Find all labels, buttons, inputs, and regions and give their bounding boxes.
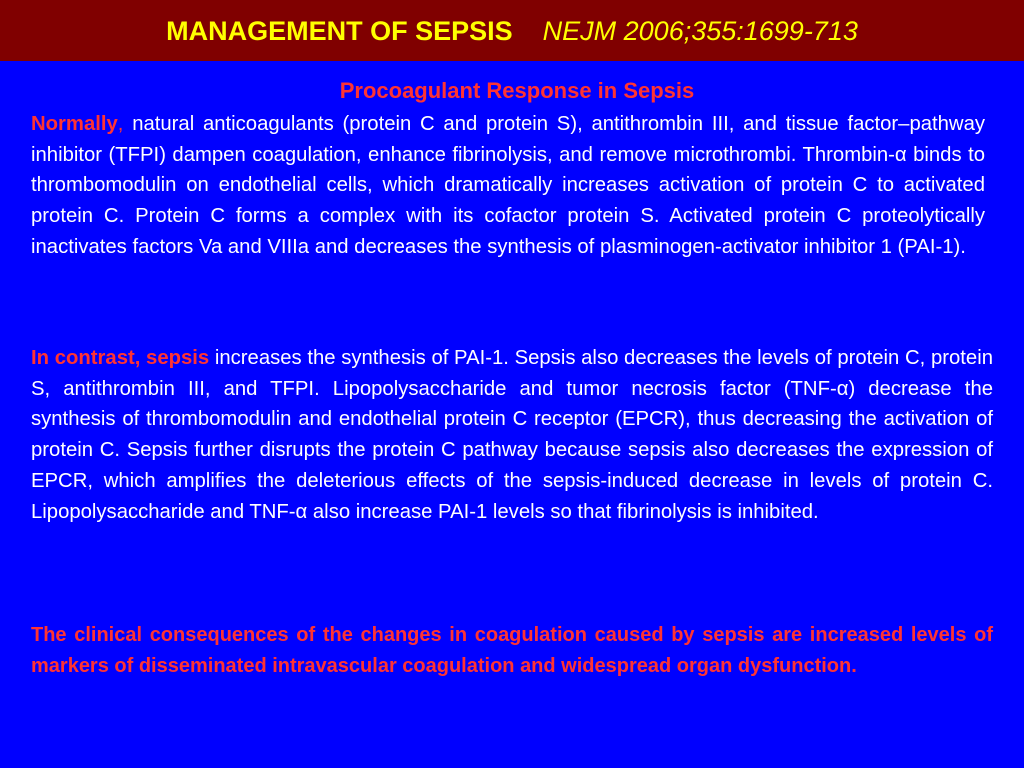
slide-title: MANAGEMENT OF SEPSIS: [166, 16, 513, 46]
paragraph-lead: In contrast, sepsis: [31, 347, 210, 369]
paragraph-sepsis-effects: [31, 343, 993, 527]
paragraph-body: increases the synthesis of PAI-1. Sepsis also decreases the levels of protein C, protein S, antithrombin III, and TFPI. Lipopolysaccharide and tumor necrosis factor (TNF-α) decrease the synthesis of thrombomodulin and endothelial protein C receptor (EPCR), thus decreasing the activation of protein C. Sepsis further disrupts the protein C pathway because sepsis also decreases the expression of EPCR, which amplifies the deleterious effects of the sepsis-induced decrease in levels of protein C. Lipopolysaccharide and TNF-α also increase PAI-1 levels so that fibrinolysis is inhibited.: [31, 347, 993, 523]
paragraph-clinical-consequences: The clinical consequences of the changes in coagulation caused by sepsis are increased levels of markers of disseminated intravascular coagulation and widespread organ dysfunction.: [31, 624, 993, 677]
paragraph-lead: Normally: [31, 113, 118, 135]
lead-punctuation: ,: [117, 113, 124, 135]
citation: NEJM 2006;355:1699-713: [542, 16, 858, 46]
title-bar: [0, 0, 1024, 61]
section-heading: Procoagulant Response in Sepsis: [339, 78, 695, 103]
paragraph-normal-anticoagulation: [31, 109, 985, 263]
paragraph-body: natural anticoagulants (protein C and protein S), antithrombin III, and tissue factor–pathway inhibitor (TFPI) dampen coagulation, enhance fibrinolysis, and remove microthrombi. Thrombin-α binds to thrombomodulin on endothelial cells, which dramatically increases activation of protein C to activated protein C. Protein C forms a complex with its cofactor protein S. Activated protein C proteolytically inactivates factors Va and VIIIa and decreases the synthesis of plasminogen-activator inhibitor 1 (PAI-1).: [31, 113, 985, 258]
